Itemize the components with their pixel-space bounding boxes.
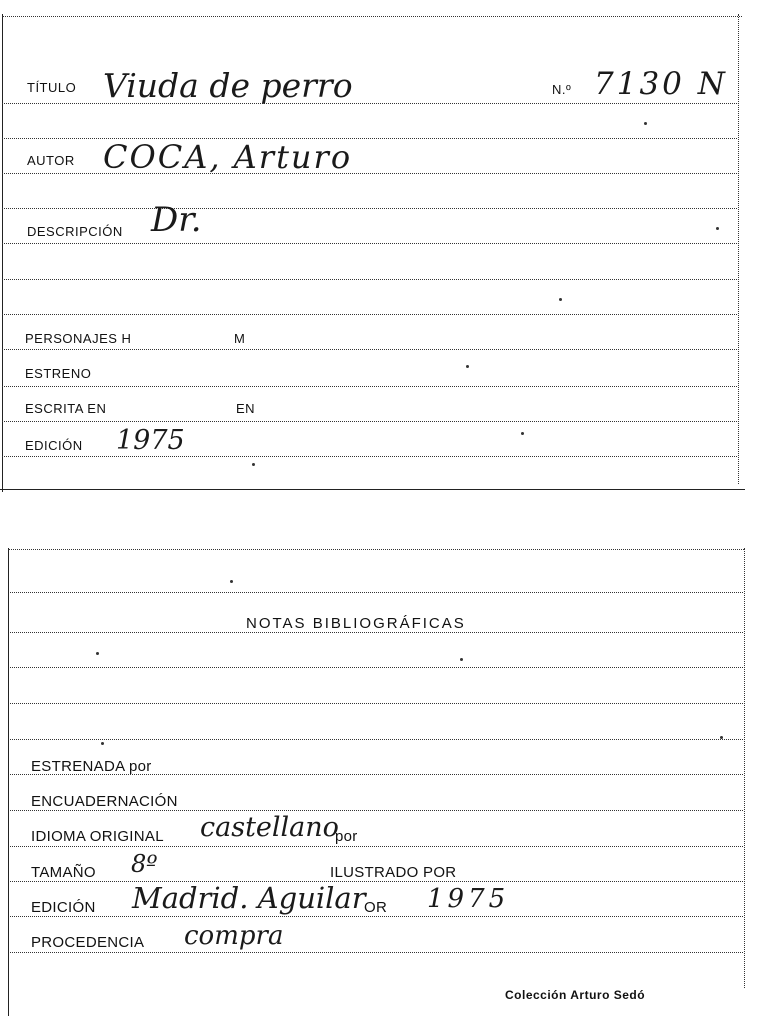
ruled-line [10,739,743,740]
speck [230,580,233,583]
idioma-value: castellano [200,812,339,843]
ruled-line [2,421,737,422]
catalog-card-front [0,0,759,500]
ruled-line [2,208,737,209]
encuadernacion-label: ENCUADERNACIÓN [31,793,178,810]
edicion-label: EDICIÓN [25,438,83,453]
ruled-line [2,243,737,244]
personajes-label: PERSONAJES H [25,331,132,346]
edicion-label: EDICIÓN [31,899,96,916]
speck [644,122,647,125]
speck [460,658,463,661]
autor-value: COCA, Arturo [103,138,353,176]
idioma-label: IDIOMA ORIGINAL [31,828,164,845]
estrenada-label: ESTRENADA por [31,758,152,775]
procedencia-value: compra [184,921,284,951]
ruled-line [10,667,743,668]
ruled-line [2,314,737,315]
ruled-line [10,952,743,953]
card-top-edge [2,16,742,17]
edicion-value: 1975 [116,425,185,456]
idioma-por-label: por [335,828,358,845]
ruled-line [10,810,743,811]
ruled-line [10,592,743,593]
tamano-label: TAMAÑO [31,864,96,881]
ruled-line [10,916,743,917]
estreno-label: ESTRENO [25,366,92,381]
ruled-line [10,703,743,704]
ruled-line [10,881,743,882]
card-top-edge [8,549,744,550]
speck [101,742,104,745]
speck [720,736,723,739]
card-left-edge [8,548,9,1016]
edicion-year: 1975 [427,884,510,914]
numero-label: N.º [552,82,572,97]
ruled-line [2,456,737,457]
speck [466,365,469,368]
card-right-edge [738,14,739,484]
speck [716,227,719,230]
titulo-value: Viuda de perro [103,66,353,105]
procedencia-label: PROCEDENCIA [31,934,145,951]
collection-footer: Colección Arturo Sedó [505,988,646,1002]
card-bottom-edge [0,489,745,490]
ilustrado-label: ILUSTRADO POR [330,864,457,881]
speck [252,463,255,466]
speck [521,432,524,435]
edicion-or-label: OR [364,899,388,916]
card-right-edge [744,548,745,988]
tamano-value: 8º [131,850,158,878]
escrita-en2-label: EN [236,401,256,416]
edicion-place: Madrid. Aguilar [132,881,366,915]
ruled-line [2,349,737,350]
escrita-en-label: ESCRITA EN [25,401,107,416]
ruled-line [2,386,737,387]
autor-label: AUTOR [27,153,75,168]
catalog-card-back [0,540,759,1028]
titulo-label: TÍTULO [27,80,77,95]
ruled-line [2,279,737,280]
notas-heading: NOTAS BIBLIOGRÁFICAS [246,615,466,632]
descripcion-label: DESCRIPCIÓN [27,224,123,239]
speck [559,298,562,301]
descripcion-value: Dr. [151,200,202,240]
personajes-m-label: M [234,331,246,346]
ruled-line [10,846,743,847]
speck [96,652,99,655]
ruled-line [10,632,743,633]
numero-value: 7130 N [594,66,728,102]
